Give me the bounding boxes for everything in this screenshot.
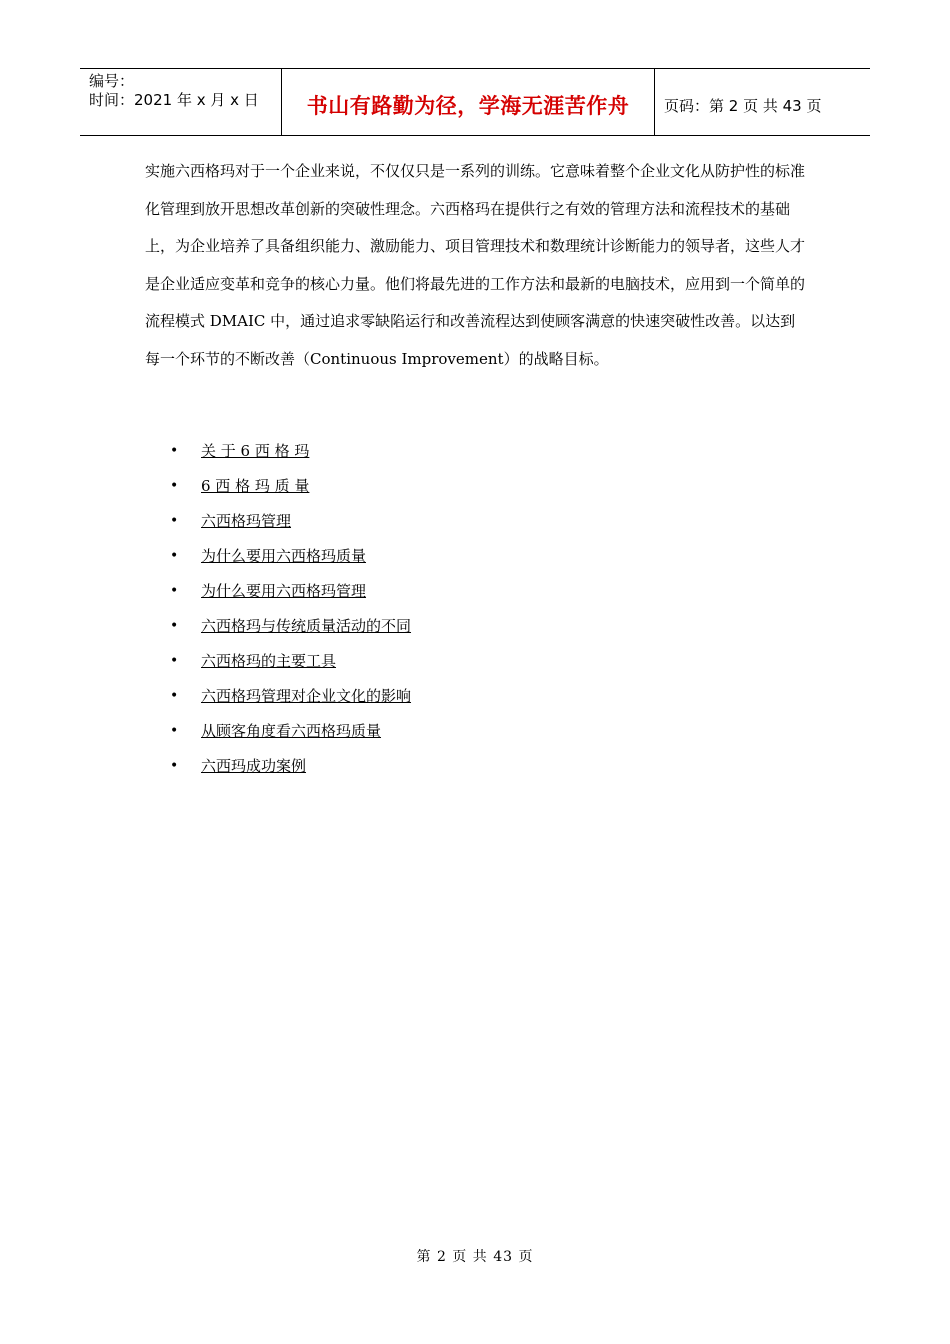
bullet-icon: • bbox=[170, 758, 179, 774]
link-why-quality[interactable]: 为什么要用六西格玛质量 bbox=[201, 547, 367, 565]
link-customer-perspective[interactable]: 从顾客角度看六西格玛质量 bbox=[201, 722, 382, 740]
bullet-icon: • bbox=[170, 618, 179, 634]
link-main-tools[interactable]: 六西格玛的主要工具 bbox=[201, 652, 337, 670]
list-item bbox=[170, 574, 411, 609]
link-about-six-sigma[interactable]: 关 于 6 西 格 玛 bbox=[201, 442, 310, 460]
document-time: 时间：2021 年 x 月 x 日 bbox=[89, 91, 259, 109]
link-differences[interactable]: 六西格玛与传统质量活动的不同 bbox=[201, 617, 412, 635]
link-six-sigma-quality[interactable]: 6 西 格 玛 质 量 bbox=[201, 477, 310, 495]
list-item bbox=[170, 679, 411, 714]
header-motto-cell bbox=[282, 69, 655, 135]
motto: 书山有路勤为径，学海无涯苦作舟 bbox=[306, 94, 630, 118]
bullet-icon: • bbox=[170, 548, 179, 564]
bullet-icon: • bbox=[170, 653, 179, 669]
header-meta bbox=[80, 69, 282, 135]
link-success-cases[interactable]: 六西玛成功案例 bbox=[201, 757, 307, 775]
bullet-icon: • bbox=[170, 723, 179, 739]
intro-paragraph: 实施六西格玛对于一个企业来说，不仅仅只是一系列的训练。它意味着整个企业文化从防护性的标准化管理到放开思想改革创新的突破性理念。六西格玛在提供行之有效的管理方法和流程技术的基础上，为企业培养了具备组织能力、激励能力、项目管理技术和数理统计诊断能力的领导者，这些人才是企业适应变革和竞争的核心力量。他们将最先进的工作方法和最新的电脑技术，应用到一个简单的流程模式 DMAIC 中，通过追求零缺陷运行和改善流程达到使顾客满意的快速突破性改善。以达到每一个环节的不断改善（Continuous Improvement）的战略目标。 bbox=[145, 162, 806, 368]
bullet-icon: • bbox=[170, 443, 179, 459]
page-footer: 第 2 页 共 43 页 bbox=[416, 1249, 534, 1265]
bullet-icon: • bbox=[170, 688, 179, 704]
bullet-icon: • bbox=[170, 513, 179, 529]
header-page-number: 页码：第 2 页 共 43 页 bbox=[664, 96, 822, 115]
list-item bbox=[170, 644, 411, 679]
list-item bbox=[170, 434, 411, 469]
page-header bbox=[80, 68, 870, 136]
link-culture-impact[interactable]: 六西格玛管理对企业文化的影响 bbox=[201, 687, 412, 705]
list-item bbox=[170, 749, 411, 784]
list-item bbox=[170, 504, 411, 539]
bullet-icon: • bbox=[170, 583, 179, 599]
bullet-icon: • bbox=[170, 478, 179, 494]
topic-link-list bbox=[170, 434, 411, 784]
link-six-sigma-management[interactable]: 六西格玛管理 bbox=[201, 512, 292, 530]
document-number: 编号： bbox=[89, 72, 135, 90]
link-why-management[interactable]: 为什么要用六西格玛管理 bbox=[201, 582, 367, 600]
list-item bbox=[170, 539, 411, 574]
list-item bbox=[170, 714, 411, 749]
list-item bbox=[170, 609, 411, 644]
list-item bbox=[170, 469, 411, 504]
header-page-cell bbox=[655, 69, 870, 135]
